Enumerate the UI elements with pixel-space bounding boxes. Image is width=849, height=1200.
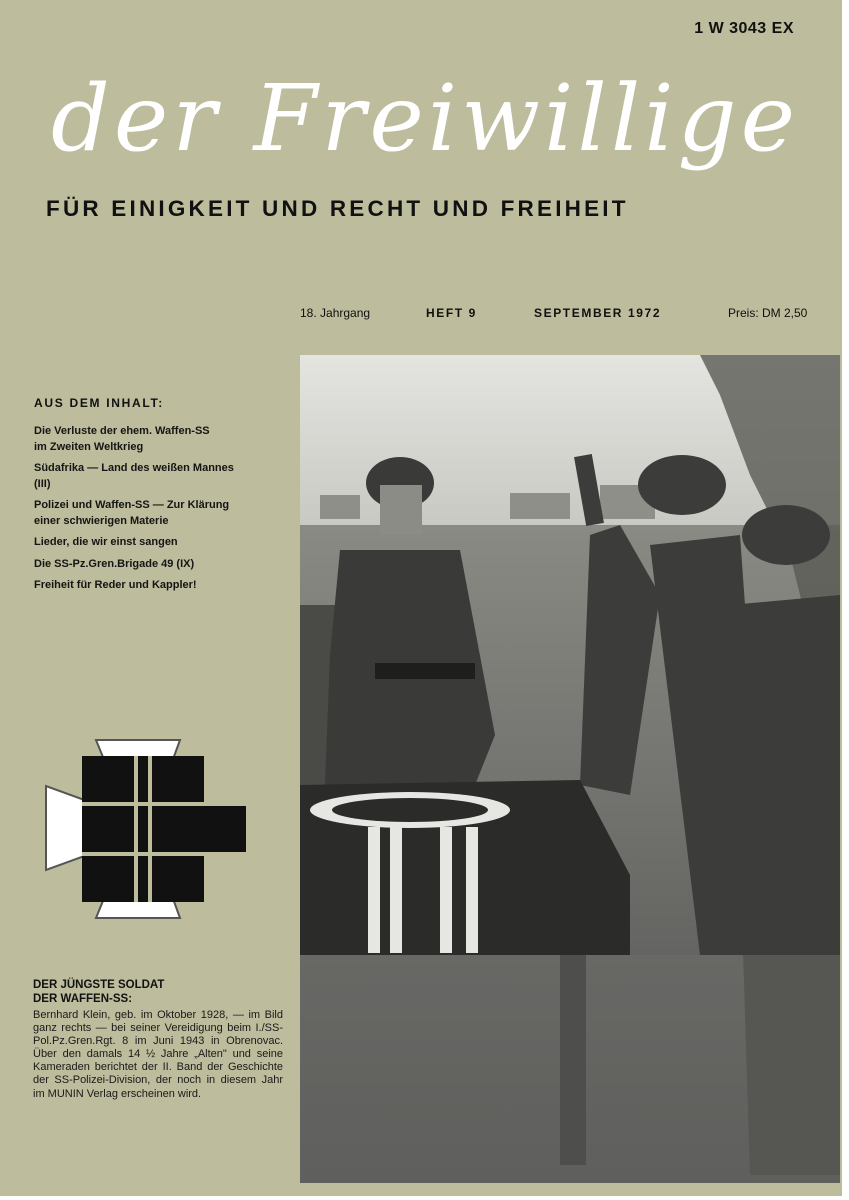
contents-item: Die SS-Pz.Gren.Brigade 49 (IX) bbox=[34, 557, 195, 570]
issue-date: SEPTEMBER 1972 bbox=[534, 306, 662, 320]
contents-item: Polizei und Waffen-SS — Zur Klärung einer schwierigen Materie bbox=[34, 499, 230, 527]
cover-photograph bbox=[300, 355, 840, 1183]
contents-item: Freiheit für Reder und Kappler! bbox=[34, 579, 197, 591]
volume-label: 18. Jahrgang bbox=[300, 306, 371, 320]
contents-item: Lieder, die wir einst sangen bbox=[34, 536, 178, 548]
svg-text:der Freiwillige: der Freiwillige bbox=[50, 65, 800, 172]
masthead-logo bbox=[40, 62, 810, 192]
contents-heading: AUS DEM INHALT: bbox=[34, 396, 164, 410]
iron-cross-emblem-icon bbox=[44, 736, 254, 922]
price-label: Preis: DM 2,50 bbox=[728, 306, 808, 320]
catalog-code: 1 W 3043 EX bbox=[694, 20, 794, 37]
issue-number: HEFT 9 bbox=[426, 306, 477, 320]
tagline: FÜR EINIGKEIT UND RECHT UND FREIHEIT bbox=[46, 196, 629, 221]
caption-heading: DER JÜNGSTE SOLDAT DER WAFFEN-SS: bbox=[33, 979, 165, 1005]
contents-item: Südafrika — Land des weißen Mannes (III) bbox=[34, 462, 234, 490]
contents-list bbox=[34, 424, 284, 600]
caption-body: Bernhard Klein, geb. im Oktober 1928, — im Bild ganz rechts — bei seiner Vereidigung beim I./SS-Pol.Pz.Gren.Rgt. 8 im Juni 1943 in Obrenovac. Über den damals 14 ½ Jahre „Alten" und seine Kameraden berichtet der II. Band der Geschichte der SS-Polizei-Division, der noch in diesem Jahr im MUNIN Verlag erscheinen wird. bbox=[33, 1009, 283, 1100]
contents-item: Die Verluste der ehem. Waffen-SS im Zweiten Weltkrieg bbox=[34, 425, 210, 453]
